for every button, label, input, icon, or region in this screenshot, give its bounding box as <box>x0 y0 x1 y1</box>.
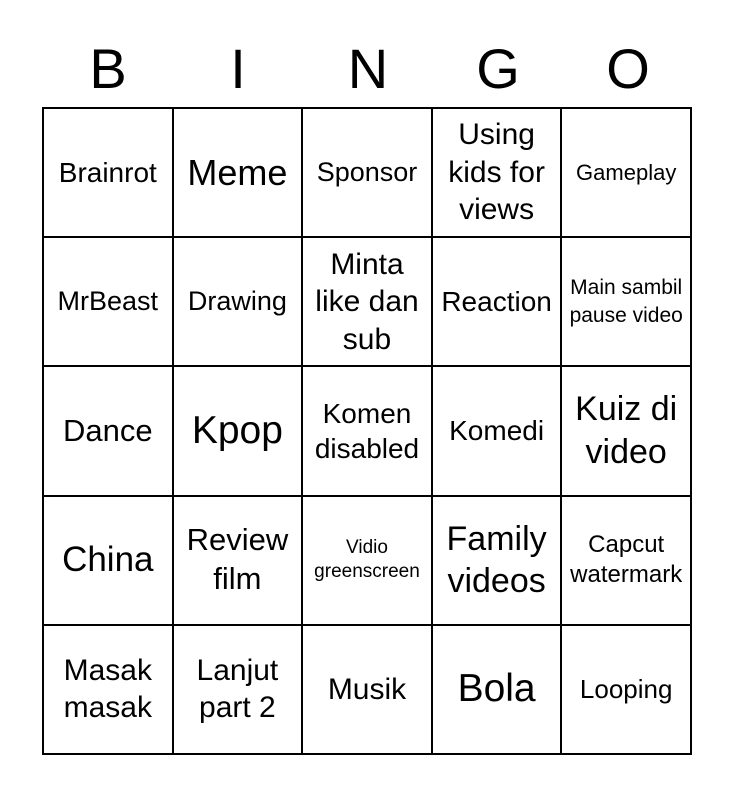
bingo-title <box>43 38 693 100</box>
bingo-cell-r3c3[interactable]: Komen disabled <box>302 366 432 495</box>
bingo-cell-r3c5[interactable]: Kuiz di video <box>561 366 691 495</box>
title-letter-i: I <box>230 37 246 100</box>
bingo-cell-r1c1[interactable]: Brainrot <box>43 108 173 237</box>
bingo-cell-r2c5[interactable]: Main sambil pause video <box>561 237 691 366</box>
bingo-cell-r1c4[interactable]: Using kids for views <box>432 108 562 237</box>
title-letter-n: N <box>347 37 389 100</box>
bingo-cell-r3c2[interactable]: Kpop <box>173 366 303 495</box>
title-letter-g: G <box>476 37 520 100</box>
bingo-cell-r5c3[interactable]: Musik <box>302 625 432 754</box>
bingo-cell-r5c2[interactable]: Lanjut part 2 <box>173 625 303 754</box>
bingo-cell-r5c4[interactable]: Bola <box>432 625 562 754</box>
bingo-cell-r4c1[interactable]: China <box>43 496 173 625</box>
title-letter-b: B <box>89 37 127 100</box>
bingo-cell-r2c1[interactable]: MrBeast <box>43 237 173 366</box>
bingo-cell-r3c1[interactable]: Dance <box>43 366 173 495</box>
title-letter-o: O <box>606 37 650 100</box>
bingo-cell-r1c2[interactable]: Meme <box>173 108 303 237</box>
bingo-cell-r5c5[interactable]: Looping <box>561 625 691 754</box>
bingo-grid <box>42 107 692 755</box>
bingo-cell-r2c4[interactable]: Reaction <box>432 237 562 366</box>
bingo-cell-r4c5[interactable]: Capcut watermark <box>561 496 691 625</box>
bingo-cell-r5c1[interactable]: Masak masak <box>43 625 173 754</box>
bingo-cell-r2c3[interactable]: Minta like dan sub <box>302 237 432 366</box>
bingo-cell-r2c2[interactable]: Drawing <box>173 237 303 366</box>
bingo-cell-r1c5[interactable]: Gameplay <box>561 108 691 237</box>
bingo-cell-r3c4[interactable]: Komedi <box>432 366 562 495</box>
bingo-cell-r4c4[interactable]: Family videos <box>432 496 562 625</box>
bingo-cell-r1c3[interactable]: Sponsor <box>302 108 432 237</box>
bingo-cell-r4c3[interactable]: Vidio greenscreen <box>302 496 432 625</box>
bingo-cell-r4c2[interactable]: Review film <box>173 496 303 625</box>
